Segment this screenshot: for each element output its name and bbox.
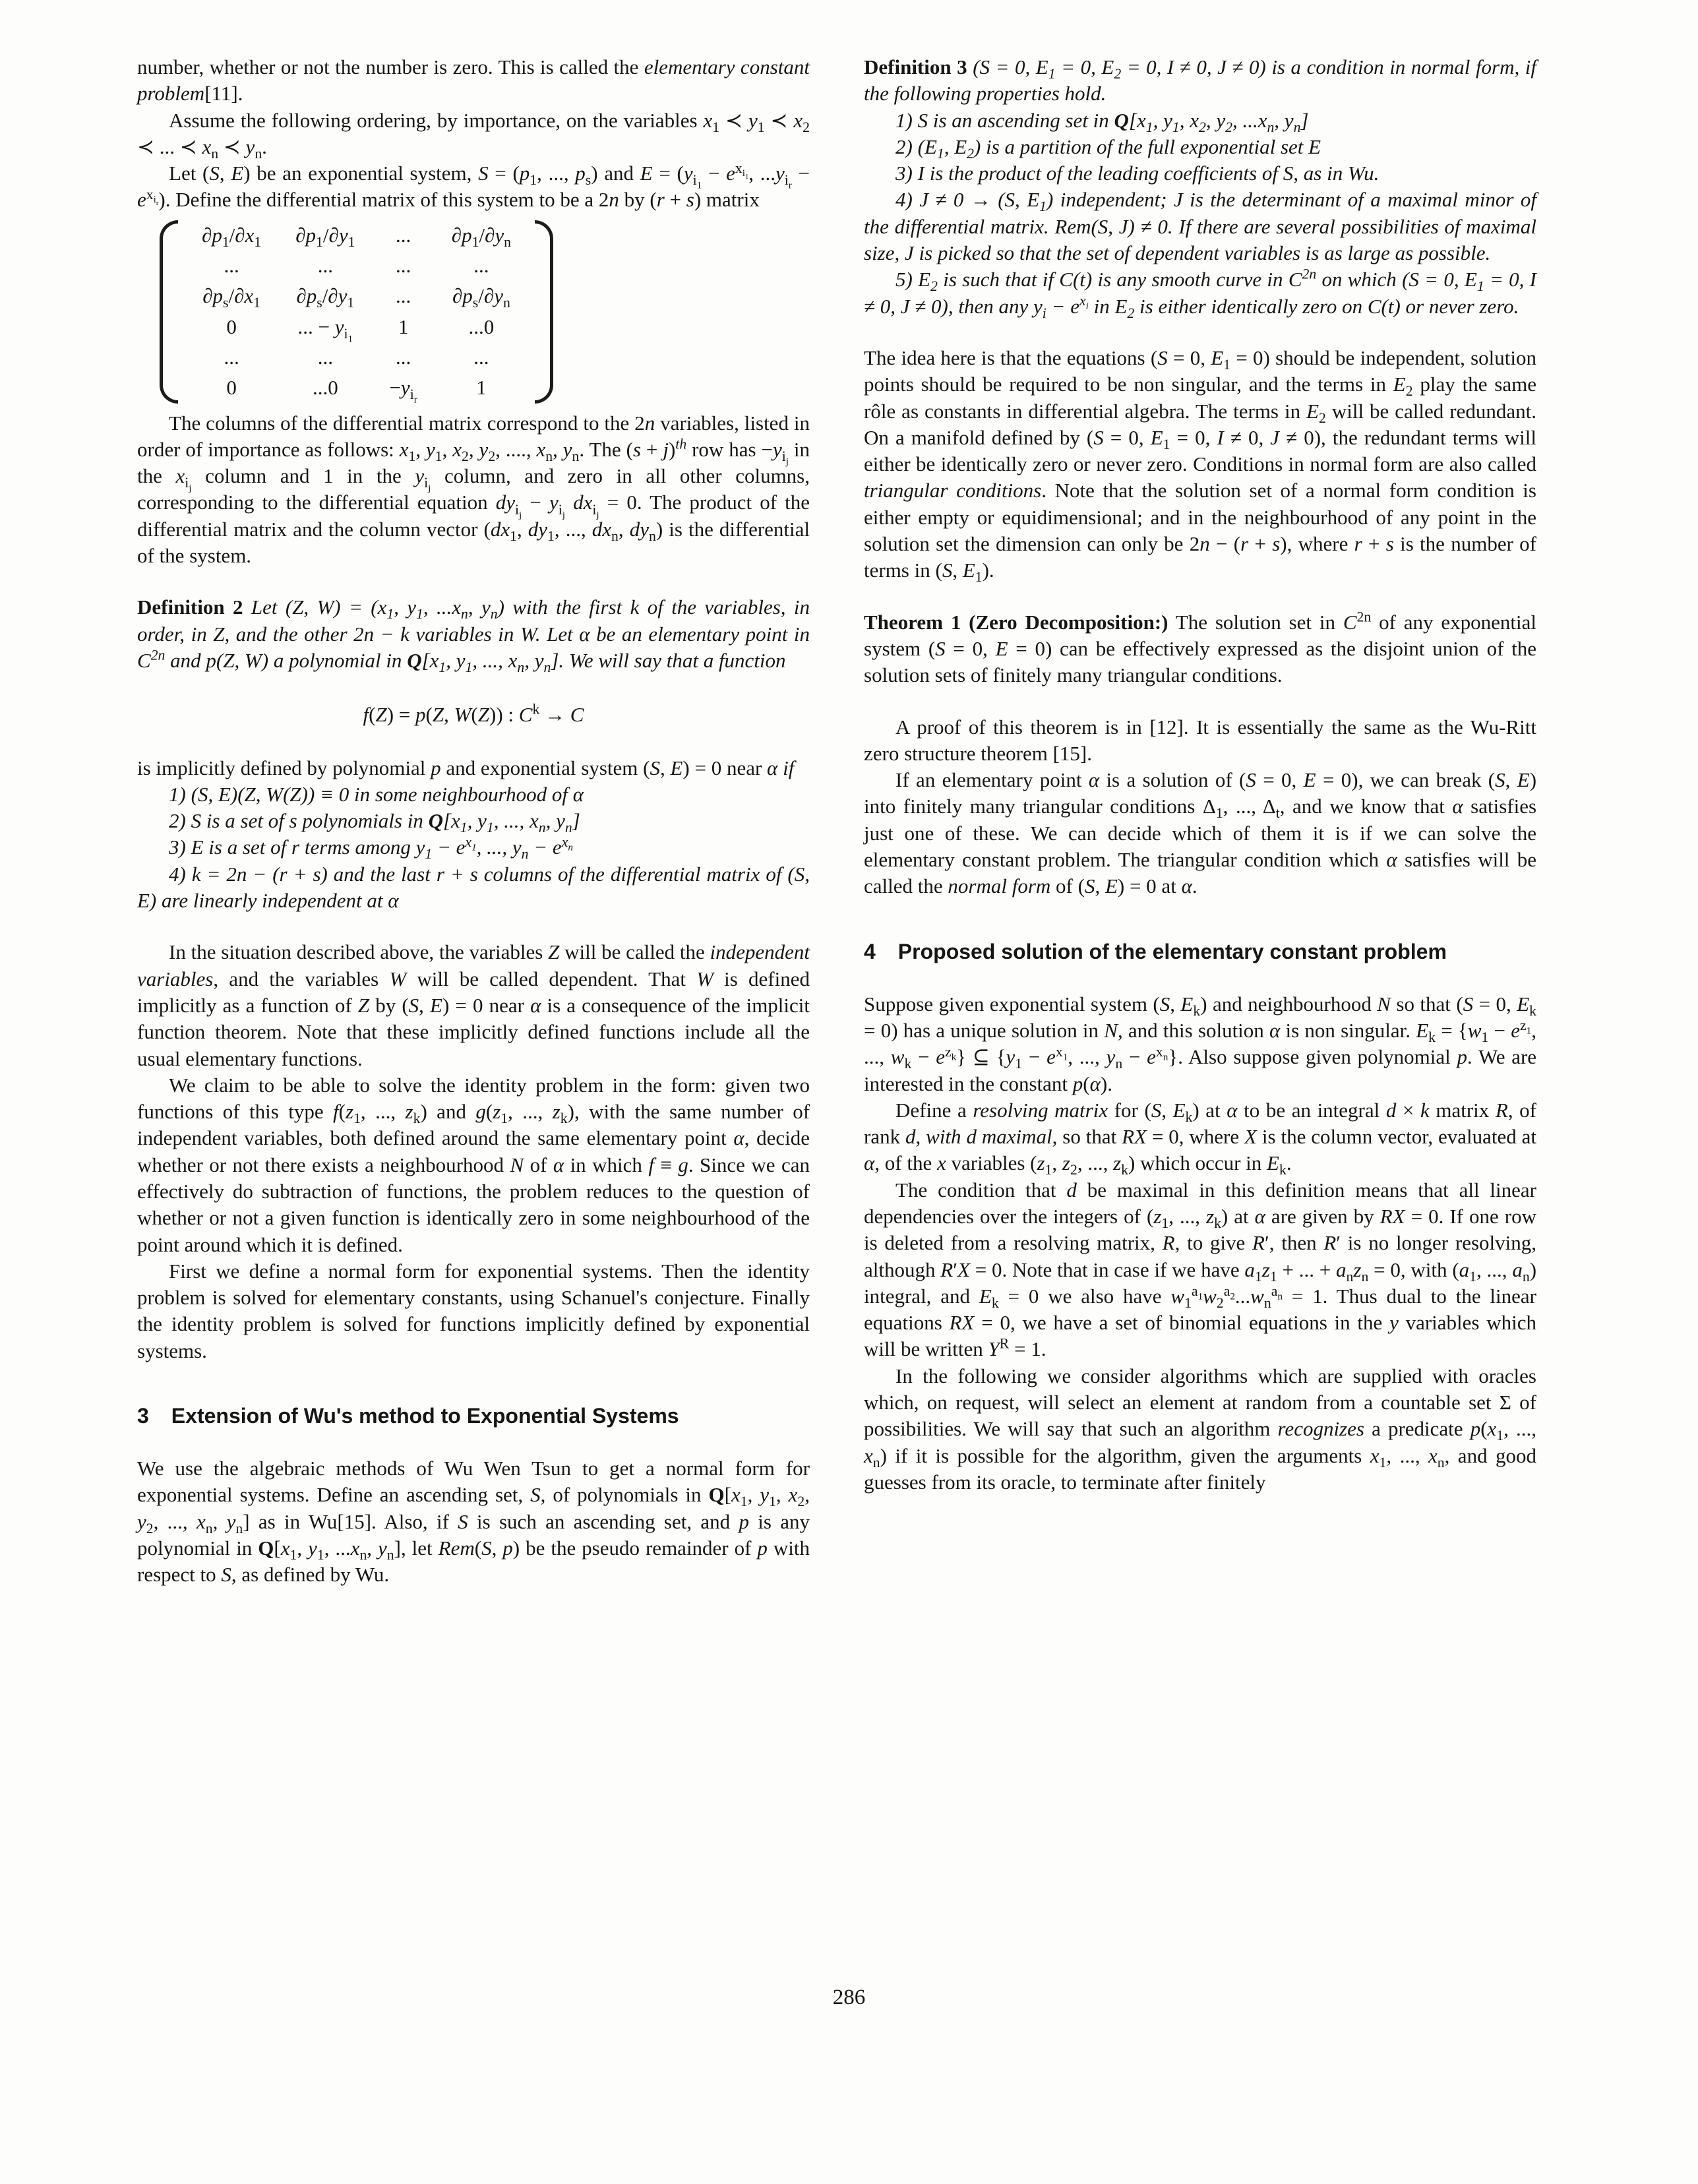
paragraph-proof-ref: A proof of this theorem is in [12]. It is essentially the same as the Wu-Ritt zero structure theorem [15]. (864, 715, 1536, 765)
display-equation: f(Z) = p(Z, W(Z)) : $C^k \to C$ (363, 701, 584, 727)
matrix-right-paren-icon (535, 220, 553, 404)
section-number: 3 (137, 1404, 149, 1428)
matrix-cell: ... (473, 345, 489, 369)
matrix-cell: ... (395, 284, 411, 308)
definition-3-item-4: 4) J ≠ 0 → (S, $E_1$) independent; J is the determinant of a maximal minor of the differential matrix. Rem(S, J) ≠ 0. If there are several possibilities of maximal size, J is picked so that the set of dependent variables is as large as possible. (864, 188, 1536, 265)
matrix-cell: ... (317, 345, 333, 369)
definition-3-item-5: 5) $E_2$ is such that if C(t) is any smooth curve in $C^{2n}$ on which (S = 0, $E_1 = 0$, I ≠ 0, J ≠ 0), then any $y_i - e^{x_i}$ in $E_2$ is either identically zero on C(t) or never zero. (864, 266, 1536, 321)
matrix-cell: $\partial p_1/\partial y_1$ (295, 223, 355, 250)
section-title: Proposed solution of the elementary constant problem (897, 939, 1447, 963)
matrix-cell: 1 (476, 376, 487, 400)
paragraph-d-maximal: The condition that d be maximal in this definition means that all linear dependencies over the integers of ($z_1$, ..., $z_k$) at α are given by RX = 0. If one row is deleted from a resolving matrix, R, to give R′, then R′ is no longer resolving, although R′X = 0. Note that in case if we have $a_1z_1$ + ... + $a_nz_n = 0$, with ($a_1$, ..., $a_n$) integral, and $E_k = 0$ we also have $w_1^{a_1}w_2^{a_2}...w_n^{a_n} = 1$. Thus dual to the linear equations RX = 0, we have a set of binomial equations in the y variables which will be written $Y^R = 1$. (864, 1178, 1537, 1361)
section-heading-4 (864, 938, 1536, 965)
matrix-cell: ... (395, 254, 411, 278)
paragraph-ordering: Assume the following ordering, by importance, on the variables $x_1$ ≺ $y_1$ ≺ $x_2$ ≺ ... ≺ $x_n$ ≺ $y_n$. (137, 108, 810, 162)
definition-2-item-2: 2) S is a set of s polynomials in $Q[x_1$, $y_1$, ..., $x_n$, $y_n$] (169, 809, 580, 836)
matrix-cell: ...0 (468, 315, 495, 338)
matrix-row (185, 312, 528, 342)
paragraph-identity-problem: We claim to be able to solve the identity problem in the form: given two functions of this type $f(z_1$, ..., $z_k$) and $g(z_1$, ..., $z_k$), with the same number of independent variables, both defined around the same elementary point α, decide whether or not there exists a neighbourhood N of α in which f ≡ g. Since we can effectively do subtraction of functions, the problem reduces to the question of whether or not a given function is identically zero in some neighbourhood of the point around which it is defined. (137, 1073, 810, 1256)
matrix-cell: 0 (226, 315, 237, 338)
matrix-cell: ... (395, 223, 411, 247)
paragraph-situation: In the situation described above, the variables Z will be called the independent variables, and the variables W will be called dependent. That W is defined implicitly as a function of Z by (S, E) = 0 near α is a consequence of the implicit function theorem. Note that these implicitly defined functions include all the usual elementary functions. (137, 940, 810, 1070)
matrix-left-paren-icon (160, 220, 178, 404)
matrix-row (185, 220, 528, 251)
paragraph-continuation: number, whether or not the number is zero. This is called the elementary constant problem[11]. (137, 55, 810, 106)
matrix-cell: $\partial p_s/\partial x_1$ (202, 284, 261, 311)
definition-3: Definition 3 (S = 0, $E_1 = 0$, $E_2 = 0$, I ≠ 0, J ≠ 0) is a condition in normal form, if the following properties hold. (864, 55, 1537, 106)
matrix-cell: $\partial p_1/\partial y_n$ (451, 223, 511, 250)
paragraph-resolving-matrix: Define a resolving matrix for (S, $E_k$) at α to be an integral d × k matrix R, of rank d, with d maximal, so that RX = 0, where X is the column vector, evaluated at α, of the x variables ($z_1$, $z_2$, ..., $z_k$) which occur in $E_k$. (864, 1098, 1536, 1178)
paragraph-normal-form-plan: First we define a normal form for exponential systems. Then the identity problem is solved for elementary constants, using Schanuel's conjecture. Finally the identity problem is solved for functions implicitly defined by exponential systems. (137, 1259, 810, 1362)
matrix-cell: $\partial p_s/\partial y_n$ (452, 284, 510, 311)
matrix-cell: ... (224, 345, 239, 369)
right-column (864, 54, 1536, 1589)
definition-3-item-3: 3) I is the product of the leading coefficients of S, as in Wu. (895, 162, 1380, 185)
section-heading-3 (137, 1403, 810, 1429)
matrix-cell: ...0 (312, 376, 338, 400)
theorem-1: Theorem 1 (Zero Decomposition:) The solution set in $C^{2n}$ of any exponential system (S = 0, E = 0) can be effectively expressed as the disjoint union of the solution sets of finitely many triangular conditions. (864, 609, 1537, 687)
matrix-cell: ... − $y_{i_1}$ (297, 315, 353, 345)
definition-2-item-3: 3) E is a set of r terms among $y_1 - e^{x_1}$, ..., $y_n - e^{x_n}$ (169, 834, 573, 863)
paragraph-implicit-def: is implicitly defined by polynomial p and exponential system (S, E) = 0 near α if (137, 756, 795, 779)
matrix-cell: ... (224, 254, 239, 278)
matrix-row (185, 281, 528, 311)
paragraph-suppose-system: Suppose given exponential system (S, $E_k$) and neighbourhood N so that (S = 0, $E_k = 0$) has a unique solution in N, and this solution α is non singular. $E_k = \{w_1 - e^{z_1}$, ..., $w_k - e^{z_k}$} ⊆ {$y_1 - e^{x_1}$, ..., $y_n - e^{x_n}$}. Also suppose given polynomial p. We are interested in the constant p(α). (864, 992, 1537, 1095)
matrix-cell: 0 (226, 376, 237, 400)
section-title: Extension of Wu's method to Exponential Systems (171, 1404, 679, 1428)
definition-3-item-1: 1) S is an ascending set in $Q[x_1$, $y_1$, $x_2$, $y_2$, $...x_n$, $y_n$] (895, 108, 1309, 135)
paragraph-triangular-conditions: If an elementary point α is a solution of (S = 0, E = 0), we can break (S, E) into finitely many triangular conditions $\Delta_1$, ..., $\Delta_t$, and we know that α satisfies just one of these. We can decide which of them it is if we can solve the elementary constant problem. The triangular condition which α satisfies will be called the normal form of (S, E) = 0 at α. (864, 768, 1537, 898)
page-number: 286 (832, 1986, 866, 2009)
matrix-grid (185, 220, 528, 404)
matrix-cell: ... (317, 254, 333, 278)
matrix-cell: $-y_{i_r}$ (389, 376, 417, 406)
paragraph-idea: The idea here is that the equations (S = 0, $E_1 = 0$) should be independent, solution points should be required to be non singular, and the terms in $E_2$ play the same rôle as constants in differential algebra. The terms in $E_2$ will be called redundant. On a manifold defined by (S = 0, $E_1 = 0$, I ≠ 0, J ≠ 0), the redundant terms will either be identically zero or never zero. Conditions in normal form are also called triangular conditions. Note that the solution set of a normal form condition is either empty or equidimensional; and in the neighbourhood of any point in the solution set the dimension can only be 2n − (r + s), where r + s is the number of terms in (S, $E_1$). (864, 346, 1537, 586)
matrix-cell: ... (395, 345, 411, 369)
left-column (137, 54, 810, 1589)
matrix-cell: $\partial p_s/\partial y_1$ (296, 284, 355, 311)
matrix-cell: $\partial p_1/\partial x_1$ (202, 223, 262, 250)
definition-2-item-4: 4) k = 2n − (r + s) and the last r + s columns of the differential matrix of (S, E) are linearly independent at α (137, 862, 810, 913)
paragraph-exponential-system: Let (S, E) be an exponential system, $S = (p_1$, ..., $p_s$) and $E = (y_{i_1} - e^{x_{i_1}}$, $...y_{i_r} - e^{x_{i_r}}$). Define the differential matrix of this system to be a 2n by (r + s) matrix (137, 160, 810, 212)
definition-2-item-1: 1) (S, E)(Z, W(Z)) ≡ 0 in some neighbourhood of α (169, 782, 584, 806)
paragraph-matrix-columns: The columns of the differential matrix correspond to the 2n variables, listed in order of importance as follows: $x_1$, $y_1$, $x_2$, $y_2$, ...., $x_n$, $y_n$. The $(s + j)^{th}$ row has $-y_{i_j}$ in the $x_{i_j}$ column and 1 in the $y_{i_j}$ column, and zero in all other columns, corresponding to the differential equation $dy_{i_j} - y_{i_j}$ $dx_{i_j} = 0$. The product of the differential matrix and the column vector ($dx_1$, $dy_1$, ..., $dx_n$, $dy_n$) is the differential of the system. (137, 411, 810, 568)
section-number: 4 (864, 939, 876, 963)
definition-2: Definition 2 Let (Z, $W) = (x_1$, $y_1$, $...x_n$, $y_n$) with the first k of the variables, in order, in Z, and the other 2n − k variables in W. Let α be an elementary point in $C^{2n}$ and p(Z, W) a polynomial in $Q[x_1$, $y_1$, ..., $x_n$, $y_n$]. We will say that a function (137, 595, 810, 676)
matrix-row (185, 373, 528, 403)
matrix-row (185, 342, 528, 373)
differential-matrix (160, 220, 553, 404)
paragraph-oracles: In the following we consider algorithms which are supplied with oracles which, on request, will select an element at random from a countable set Σ of possibilities. We will say that such an algorithm recognizes a predicate $p(x_1$, ..., $x_n$) if it is possible for the algorithm, given the arguments $x_1$, ..., $x_n$, and good guesses from its oracle, to terminate after finitely (864, 1364, 1537, 1494)
matrix-cell: 1 (398, 315, 409, 338)
matrix-row (185, 251, 528, 281)
definition-3-item-2: 2) ($E_1$, $E_2$) is a partition of the full exponential set E (895, 135, 1321, 162)
matrix-cell: ... (473, 254, 489, 278)
paragraph-wu-method: We use the algebraic methods of Wu Wen Tsun to get a normal form for exponential systems. Define an ascending set, S, of polynomials in $Q[x_1$, $y_1$, $x_2$, $y_2$, ..., $x_n$, $y_n$] as in Wu[15]. Also, if S is such an ascending set, and p is any polynomial in $Q[x_1$, $y_1$, $...x_n$, $y_n$], let Rem(S, p) be the pseudo remainder of p with respect to S, as defined by Wu. (137, 1457, 810, 1587)
